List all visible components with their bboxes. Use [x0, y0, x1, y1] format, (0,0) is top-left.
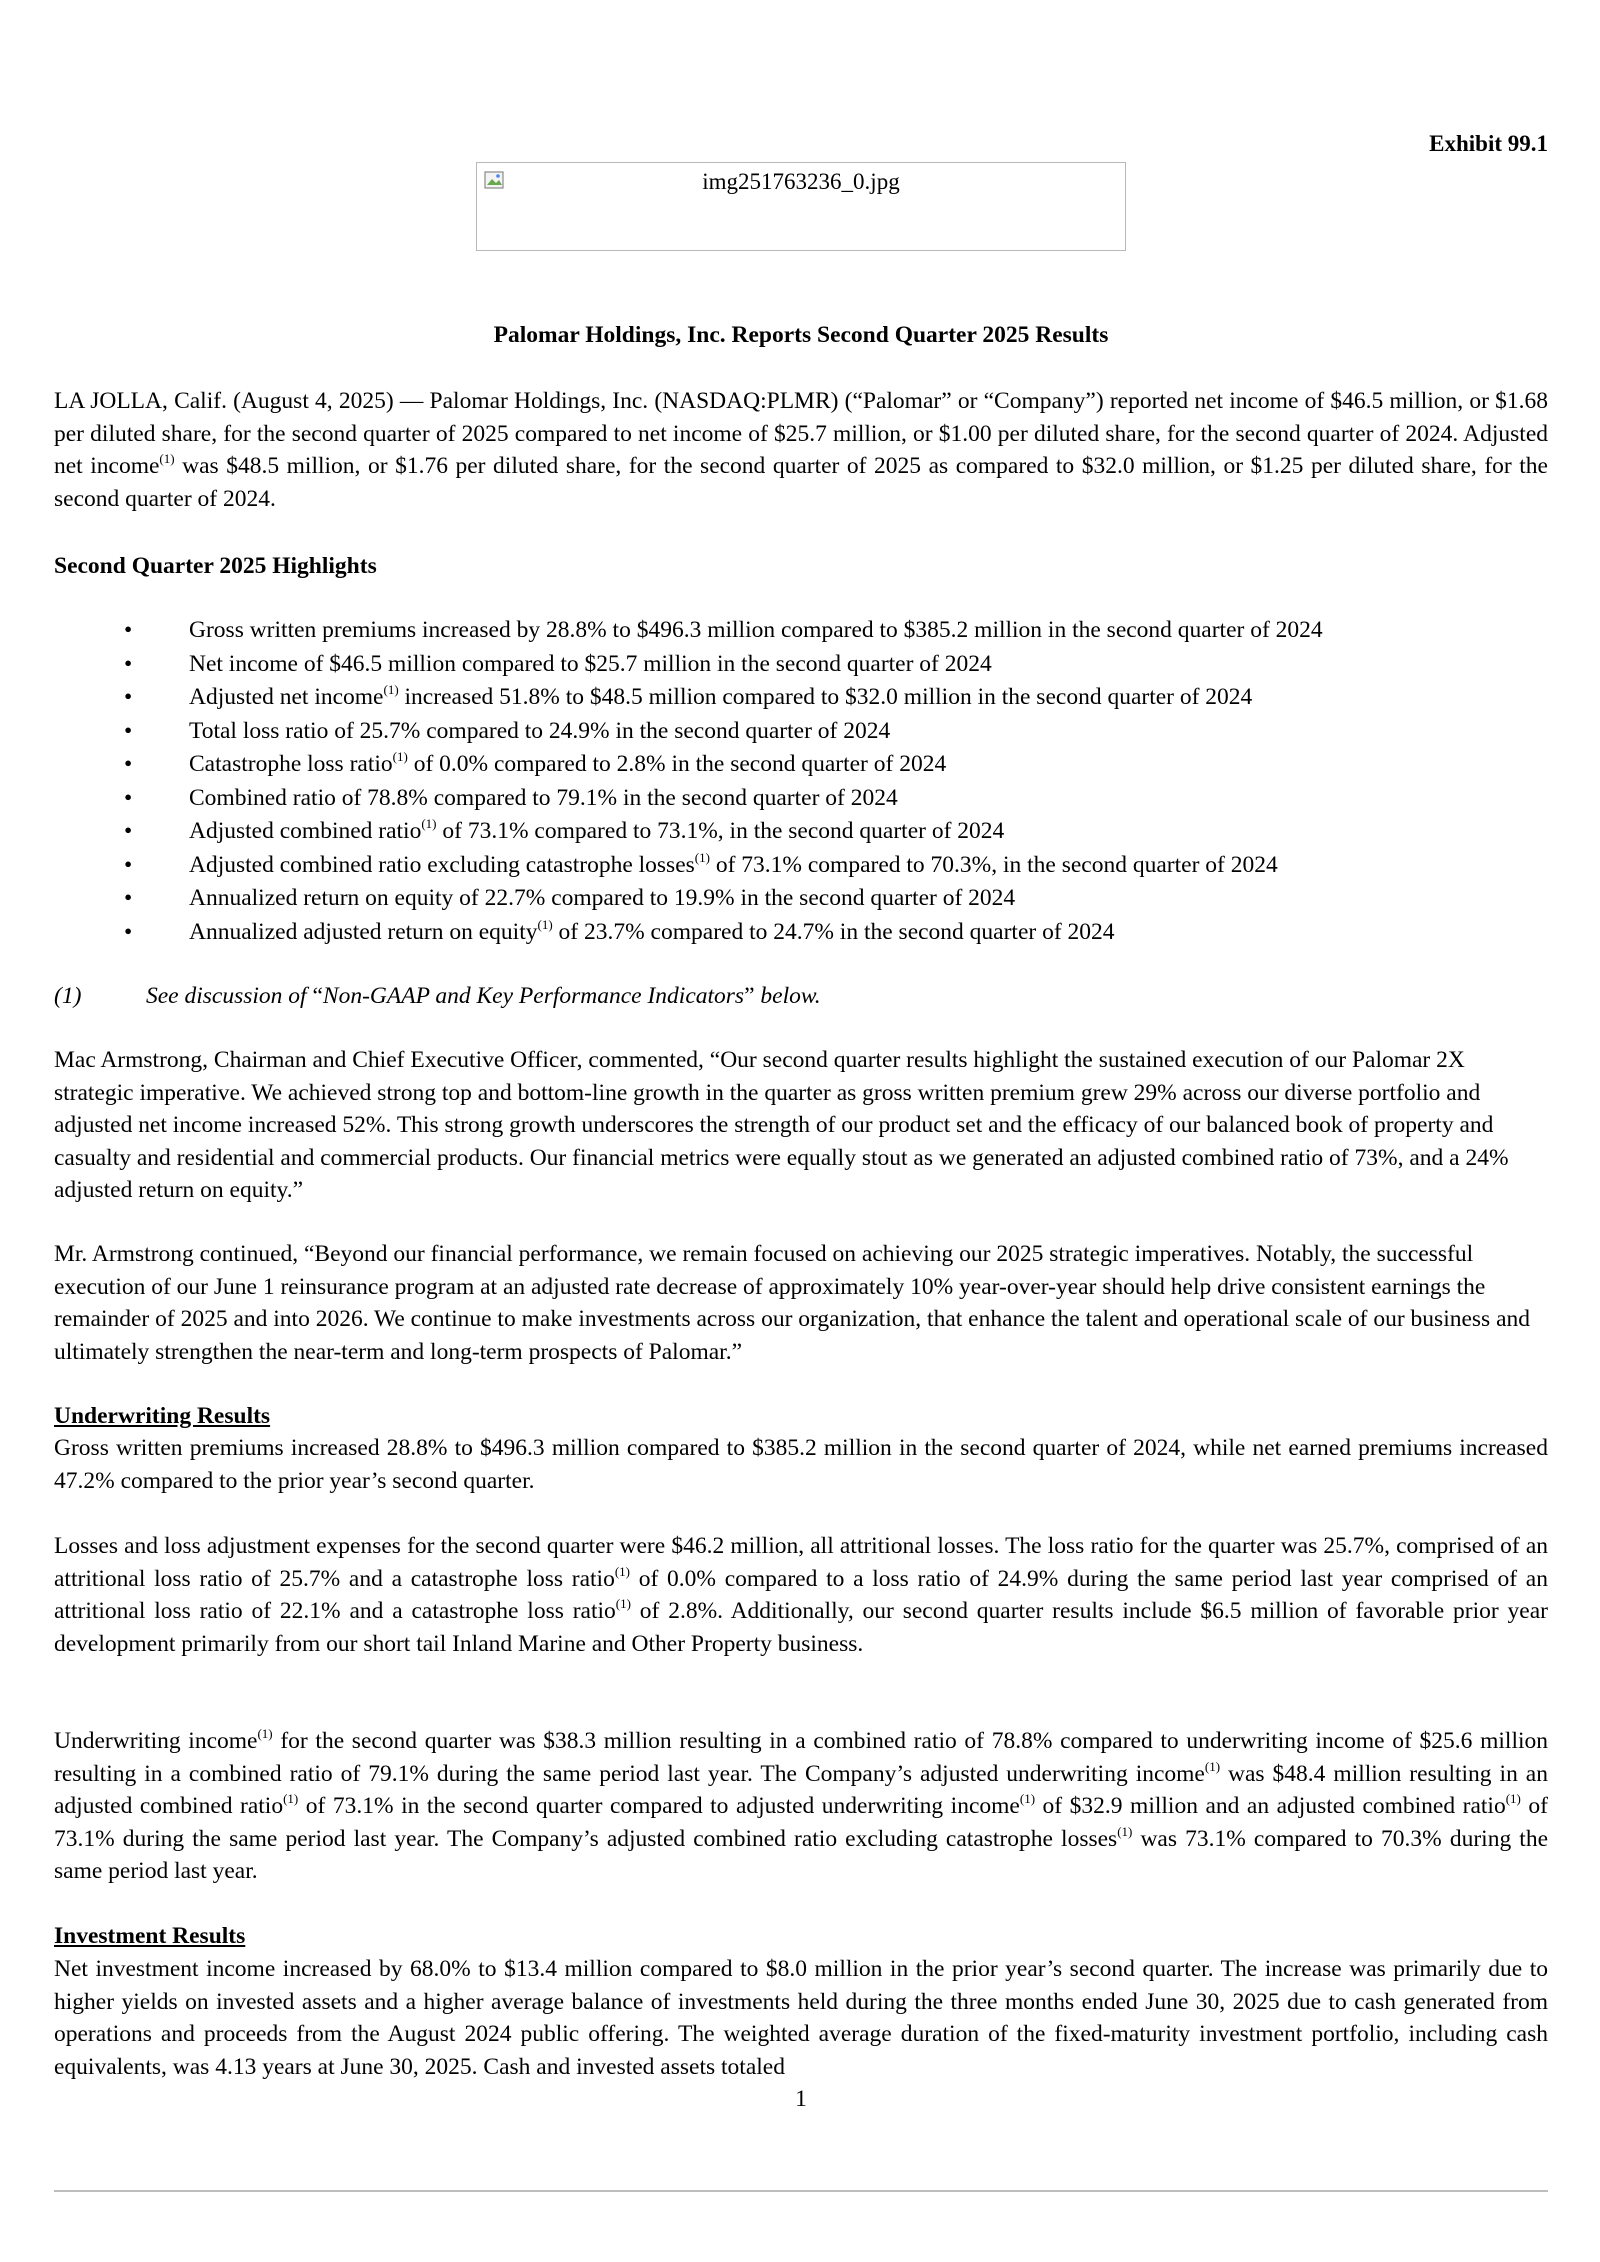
list-item: • Adjusted net income$^{(1)}$ increased 51.8% to $48.5 million compared to $32.0 million in the second quarter of 2024 [124, 682, 1253, 710]
underwriting-heading: Underwriting Results [54, 1403, 271, 1429]
logo-alt-text: img251763236_0.jpg [702, 169, 900, 194]
list-item: • Net income of $46.5 million compared to $25.7 million in the second quarter of 2024 [124, 650, 992, 677]
investment-heading: Investment Results [54, 1923, 246, 1949]
investment-paragraph: Net investment income increased by 68.0% to $13.4 million compared to $8.0 million in the prior year’s second quarter. The increase was primarily due to higher yields on invested assets and a higher average balance of investments held during the three months ended June 30, 2025 due to cash generated from operations and proceeds from the August 2024 public offering. The weighted average duration of the fixed-maturity investment portfolio, including cash equivalents, was 4.13 years at June 30, 2025. Cash and invested assets totaled [54, 1956, 1548, 2080]
exhibit-label: Exhibit 99.1 [1429, 131, 1548, 156]
page-number: 1 [795, 2086, 807, 2112]
ceo-quote-paragraph: Mac Armstrong, Chairman and Chief Executive Officer, commented, “Our second quarter results highlight the sustained execution of our Palomar 2X strategic imperative. We achieved strong top and bottom-line growth in the quarter as gross written premium grew 29% across our diverse portfolio and adjusted net income increased 52%. This strong growth underscores the strength of our product set and the efficacy of our balanced book of property and casualty and residential and commercial products. Our financial metrics were equally stout as we generated an adjusted combined ratio of 73%, and a 24% adjusted return on equity.” [54, 1047, 1509, 1203]
footnote-text: See discussion of “Non-GAAP and Key Performance Indicators” below. [146, 983, 821, 1009]
page-divider [54, 2190, 1548, 2192]
list-item: • Gross written premiums increased by 28.8% to $496.3 million compared to $385.2 million in the second quarter of 2024 [124, 617, 1323, 643]
footnote-ref: (1) [159, 451, 175, 466]
list-item: • Total loss ratio of 25.7% compared to 24.9% in the second quarter of 2024 [124, 717, 891, 744]
intro-paragraph: LA JOLLA, Calif. (August 4, 2025) — Palomar Holdings, Inc. (NASDAQ:PLMR) (“Palomar” or “Company”) reported net income of $46.5 million, or $1.68 per diluted share, for the second quarter of 2025 compared to net income of $25.7 million, or $1.00 per diluted share, for the second quarter of 2024. Adjusted net income$^{(1)}$ was $48.5 million, or $1.76 per diluted share, for the second quarter of 2025 as compared to $32.0 million, or $1.25 per diluted share, for the second quarter of 2024. [54, 388, 1548, 512]
press-release-title: Palomar Holdings, Inc. Reports Second Quarter 2025 Results [493, 322, 1109, 348]
company-logo-image [476, 162, 1126, 251]
list-item: • Combined ratio of 78.8% compared to 79.1% in the second quarter of 2024 [124, 784, 898, 811]
highlights-heading: Second Quarter 2025 Highlights [54, 553, 377, 579]
list-item: • Annualized adjusted return on equity$^{(1)}$ of 23.7% compared to 24.7% in the second quarter of 2024 [124, 916, 1115, 945]
highlights-list [54, 614, 1548, 949]
footnote-number: (1) [54, 983, 82, 1009]
underwriting-paragraph-1: Gross written premiums increased 28.8% to $496.3 million compared to $385.2 million in the second quarter of 2024, while net earned premiums increased 47.2% compared to the prior year’s second quarter. [54, 1435, 1548, 1494]
underwriting-paragraph-2: Losses and loss adjustment expenses for the second quarter were $46.2 million, all attritional losses. The loss ratio for the quarter was 25.7%, comprised of an attritional loss ratio of 25.7% and a catastrophe loss ratio$^{(1)}$ of 0.0% compared to a loss ratio of 24.9% during the same period last year comprised of an attritional loss ratio of 22.1% and a catastrophe loss ratio$^{(1)}$ of 2.8%. Additionally, our second quarter results include $6.5 million of favorable prior year development primarily from our short tail Inland Marine and Other Property business. [54, 1533, 1548, 1657]
list-item: • Adjusted combined ratio excluding catastrophe losses$^{(1)}$ of 73.1% compared to 70.3%, in the second quarter of 2024 [124, 849, 1278, 878]
list-item: • Catastrophe loss ratio$^{(1)}$ of 0.0% compared to 2.8% in the second quarter of 2024 [124, 749, 947, 777]
ceo-continued-paragraph: Mr. Armstrong continued, “Beyond our financial performance, we remain focused on achieving our 2025 strategic imperatives. Notably, the successful execution of our June 1 reinsurance program at an adjusted rate decrease of approximately 10% year-over-year should help drive consistent earnings the remainder of 2025 and into 2026. We continue to make investments across our organization, that enhance the talent and operational scale of our business and ultimately strengthen the near-term and long-term prospects of Palomar.” [54, 1241, 1531, 1365]
underwriting-paragraph-3: Underwriting income$^{(1)}$ for the second quarter was $38.3 million resulting in a combined ratio of 78.8% compared to underwriting income of $25.6 million resulting in a combined ratio of 79.1% during the same period last year. The Company’s adjusted underwriting income$^{(1)}$ was $48.4 million resulting in an adjusted combined ratio$^{(1)}$ of 73.1% in the second quarter compared to adjusted underwriting income$^{(1)}$ of $32.9 million and an adjusted combined ratio$^{(1)}$ of 73.1% during the same period last year. The Company’s adjusted combined ratio excluding catastrophe losses$^{(1)}$ was 73.1% compared to 70.3% during the same period last year. [54, 1726, 1549, 1884]
list-item: • Adjusted combined ratio$^{(1)}$ of 73.1% compared to 73.1%, in the second quarter of 2024 [124, 816, 1005, 844]
list-item: • Annualized return on equity of 22.7% compared to 19.9% in the second quarter of 2024 [124, 885, 1016, 911]
